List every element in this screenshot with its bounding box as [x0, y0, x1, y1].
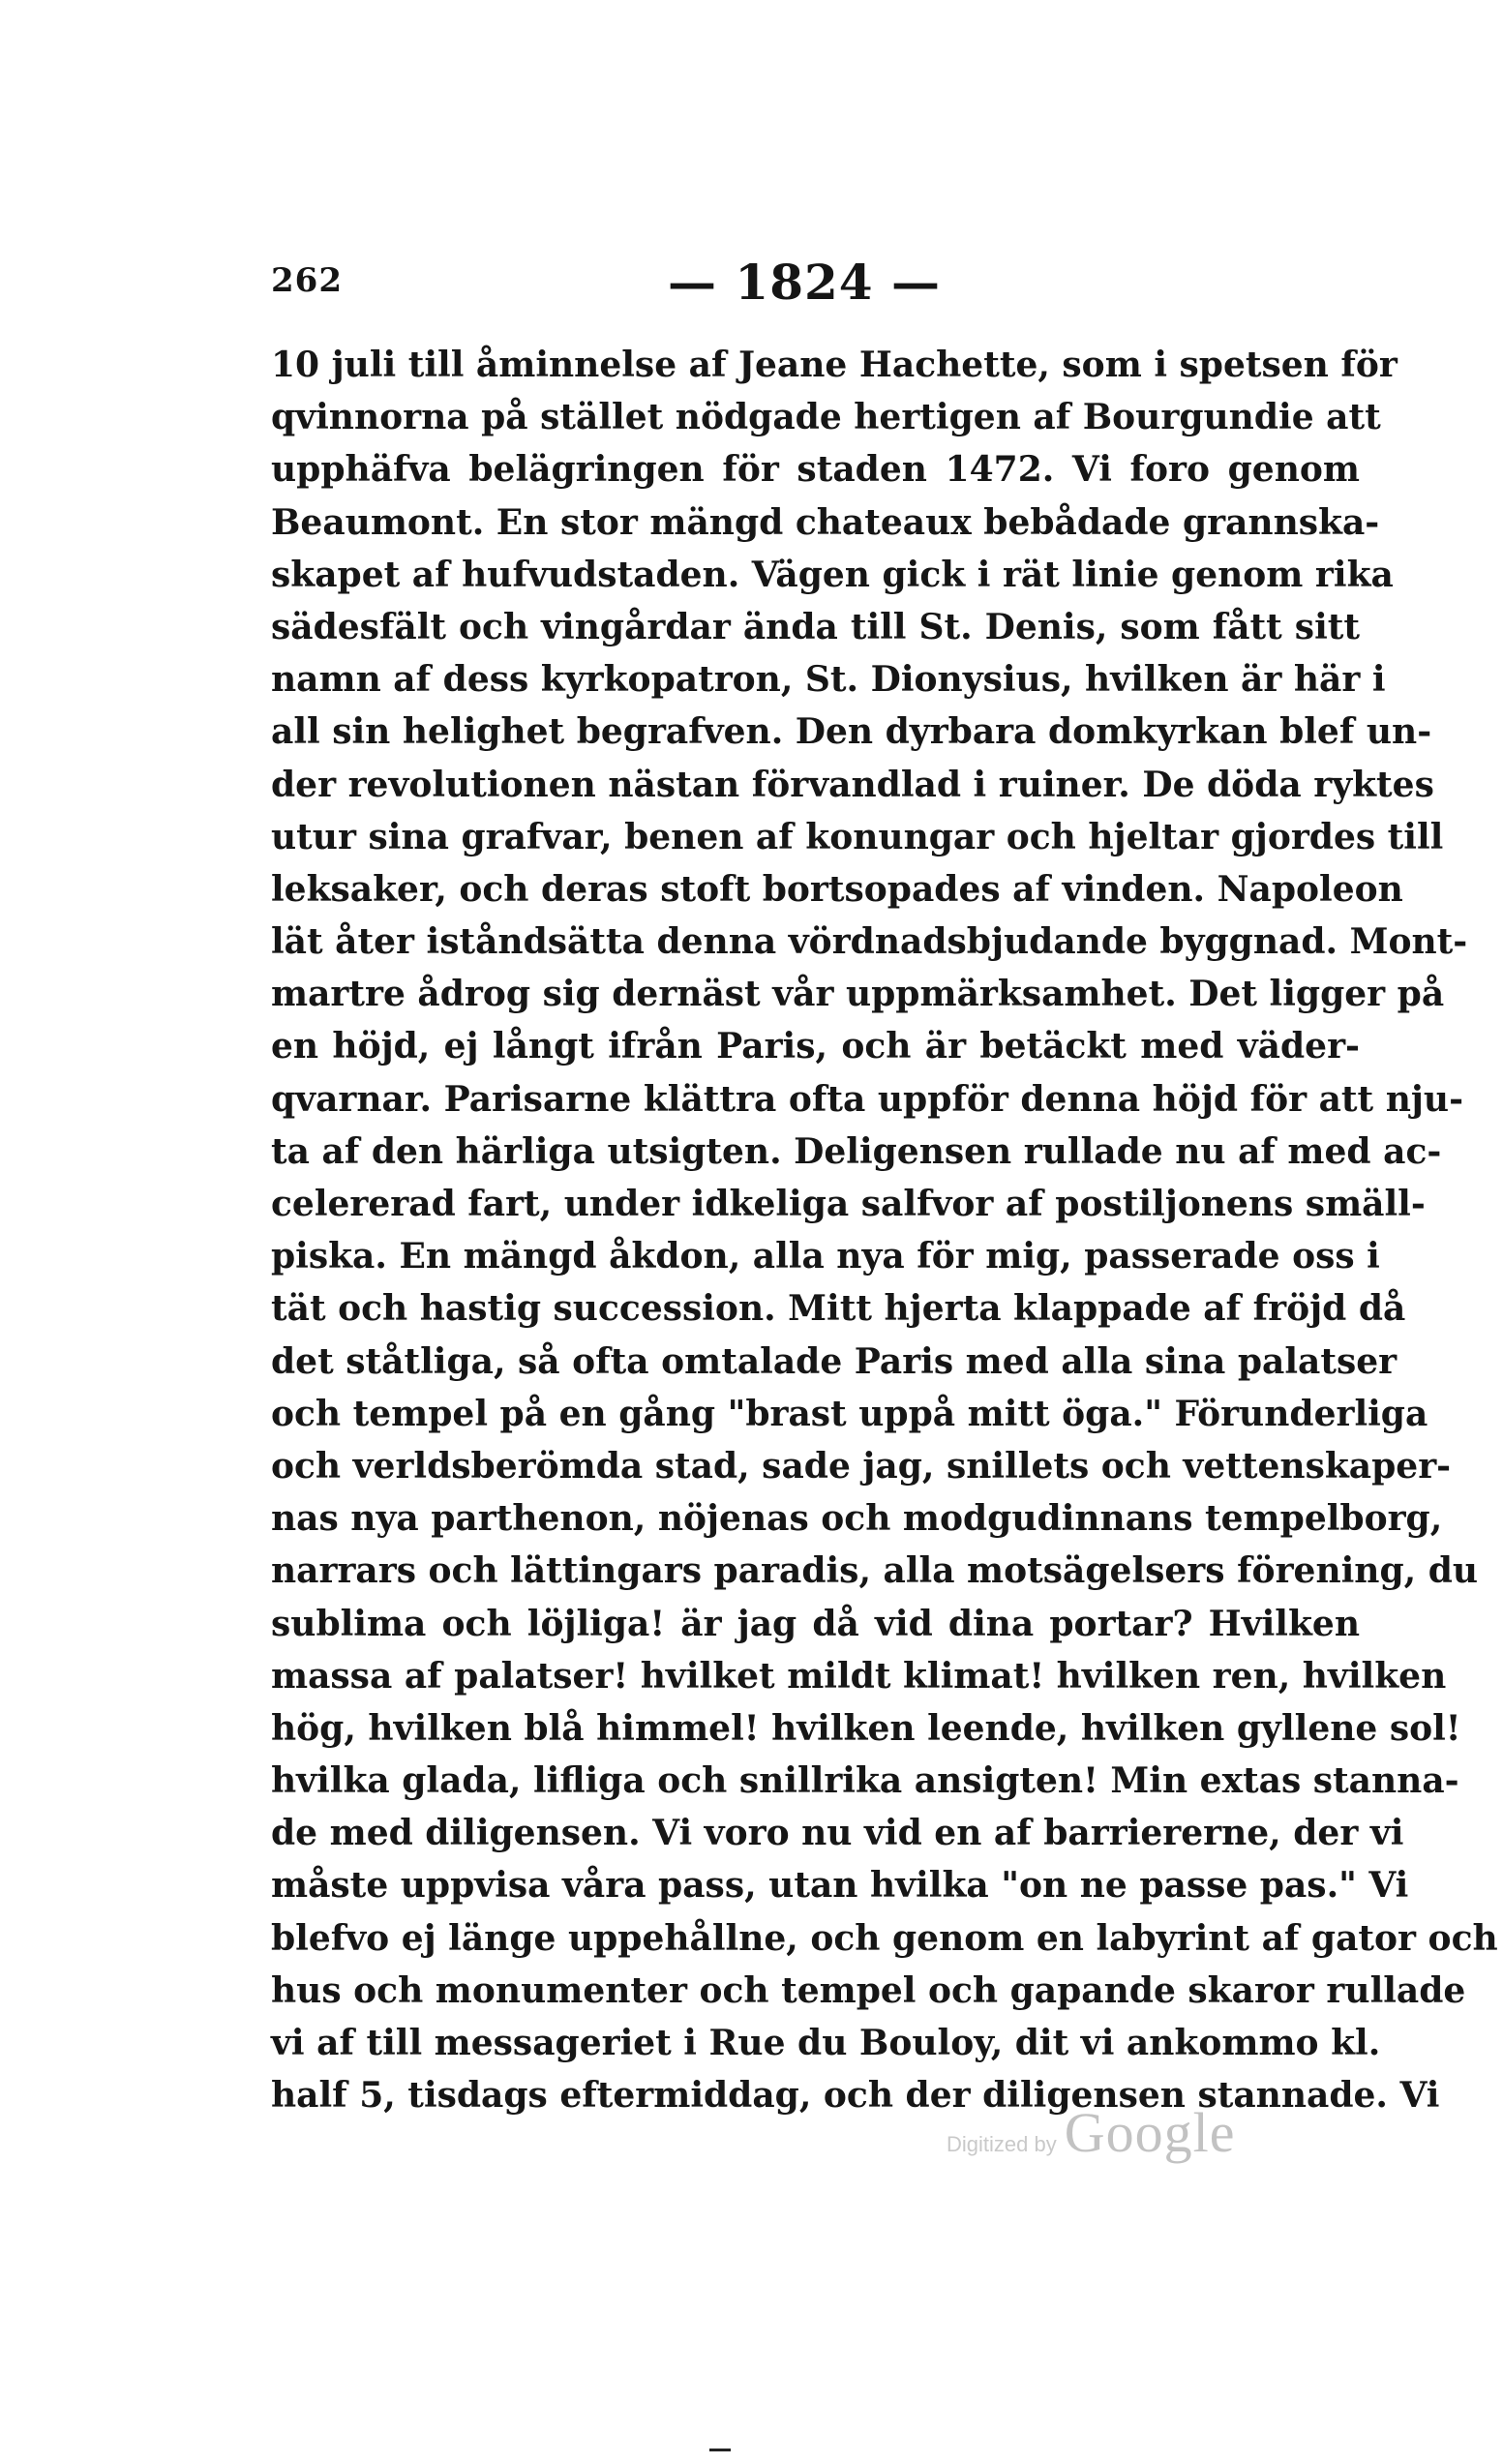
- text-line: qvinnorna på stället nödgade hertigen af Bourgundie att: [271, 397, 1381, 438]
- text-line: half 5, tisdags eftermiddag, och der diligensen stannade. Vi: [271, 2075, 1440, 2117]
- text-line: celererad fart, under idkeliga salfvor af postiljonens smäll-: [271, 1184, 1426, 1224]
- text-line: ta af den härliga utsigten. Deligensen rullade nu af med ac-: [271, 1130, 1442, 1172]
- text-line: Beaumont. En stor mängd chateaux bebådade grannska-: [271, 501, 1380, 543]
- text-line: leksaker, och deras stoft bortsopades af vinden. Napoleon: [271, 868, 1403, 910]
- text-line: vi af till messageriet i Rue du Bouloy, dit vi ankommo kl.: [271, 2023, 1381, 2063]
- page-number: 262: [271, 261, 343, 300]
- text-line: narrars och lättingars paradis, alla motsägelsers förening, du: [271, 1550, 1479, 1592]
- digitized-watermark: [947, 2100, 1235, 2168]
- text-line: sädesfält och vingårdar ända till St. Denis, som fått sitt: [271, 606, 1360, 647]
- text-line: de med diligensen. Vi voro nu vid en af barriererne, der vi: [271, 1813, 1404, 1854]
- text-line: massa af palatser! hvilket mildt klimat! hvilken ren, hvilken: [271, 1655, 1447, 1697]
- bottom-divider: [709, 2449, 731, 2451]
- text-line: och tempel på en gång "brast uppå mitt öga." Förunderliga: [271, 1393, 1428, 1434]
- page-header: [271, 254, 1360, 312]
- text-line: skapet af hufvudstaden. Vägen gick i rät linie genom rika: [271, 554, 1394, 595]
- text-line: piska. En mängd åkdon, alla nya för mig, passerade oss i: [271, 1236, 1380, 1277]
- text-line: qvarnar. Parisarne klättra ofta uppför denna höjd för att nju-: [271, 1078, 1464, 1120]
- text-line: hög, hvilken blå himmel! hvilken leende, hvilken gyllene sol!: [271, 1707, 1461, 1749]
- text-line: tät och hastig succession. Mitt hjerta klappade af fröjd då: [271, 1288, 1406, 1330]
- text-line: en höjd, ej långt ifrån Paris, och är betäckt med väder-: [271, 1026, 1360, 1067]
- text-line: måste uppvisa våra pass, utan hvilka "on ne passe pas." Vi: [271, 1865, 1409, 1907]
- text-line: blefvo ej länge uppehållne, och genom en labyrint af gator och: [271, 1917, 1498, 1959]
- text-line: utur sina grafvar, benen af konungar och hjeltar gjordes till: [271, 816, 1444, 857]
- text-line: hvilka glada, lifliga och snillrika ansigten! Min extas stanna-: [271, 1760, 1459, 1802]
- text-line: der revolutionen nästan förvandlad i ruiner. De döda ryktes: [271, 764, 1434, 805]
- text-line: sublima och löjliga! är jag då vid dina portar? Hvilken: [271, 1603, 1360, 1644]
- text-line: upphäfva belägringen för staden 1472. Vi foro genom: [271, 449, 1360, 491]
- body-text: [271, 339, 1498, 2121]
- text-line: namn af dess kyrkopatron, St. Dionysius, hvilken är här i: [271, 659, 1386, 701]
- watermark-prefix: Digitized by: [947, 2132, 1057, 2156]
- running-head-year: — 1824 —: [668, 254, 941, 311]
- text-line: lät åter iståndsätta denna vördnadsbjudande byggnad. Mont-: [271, 921, 1468, 963]
- text-line: det ståtliga, så ofta omtalade Paris med alla sina palatser: [271, 1340, 1398, 1382]
- text-line: hus och monumenter och tempel och gapande skaror rullade: [271, 1969, 1466, 2011]
- google-logo: Google: [1064, 2101, 1236, 2164]
- text-line: och verldsberömda stad, sade jag, snillets och vettenskaper-: [271, 1445, 1452, 1487]
- text-line: all sin helighet begrafven. Den dyrbara domkyrkan blef un-: [271, 711, 1432, 753]
- text-line: nas nya parthenon, nöjenas och modgudinnans tempelborg,: [271, 1498, 1443, 1540]
- text-line: 10 juli till åminnelse af Jeane Hachette, som i spetsen för: [271, 345, 1398, 385]
- text-line: martre ådrog sig dernäst vår uppmärksamhet. Det ligger på: [271, 974, 1445, 1015]
